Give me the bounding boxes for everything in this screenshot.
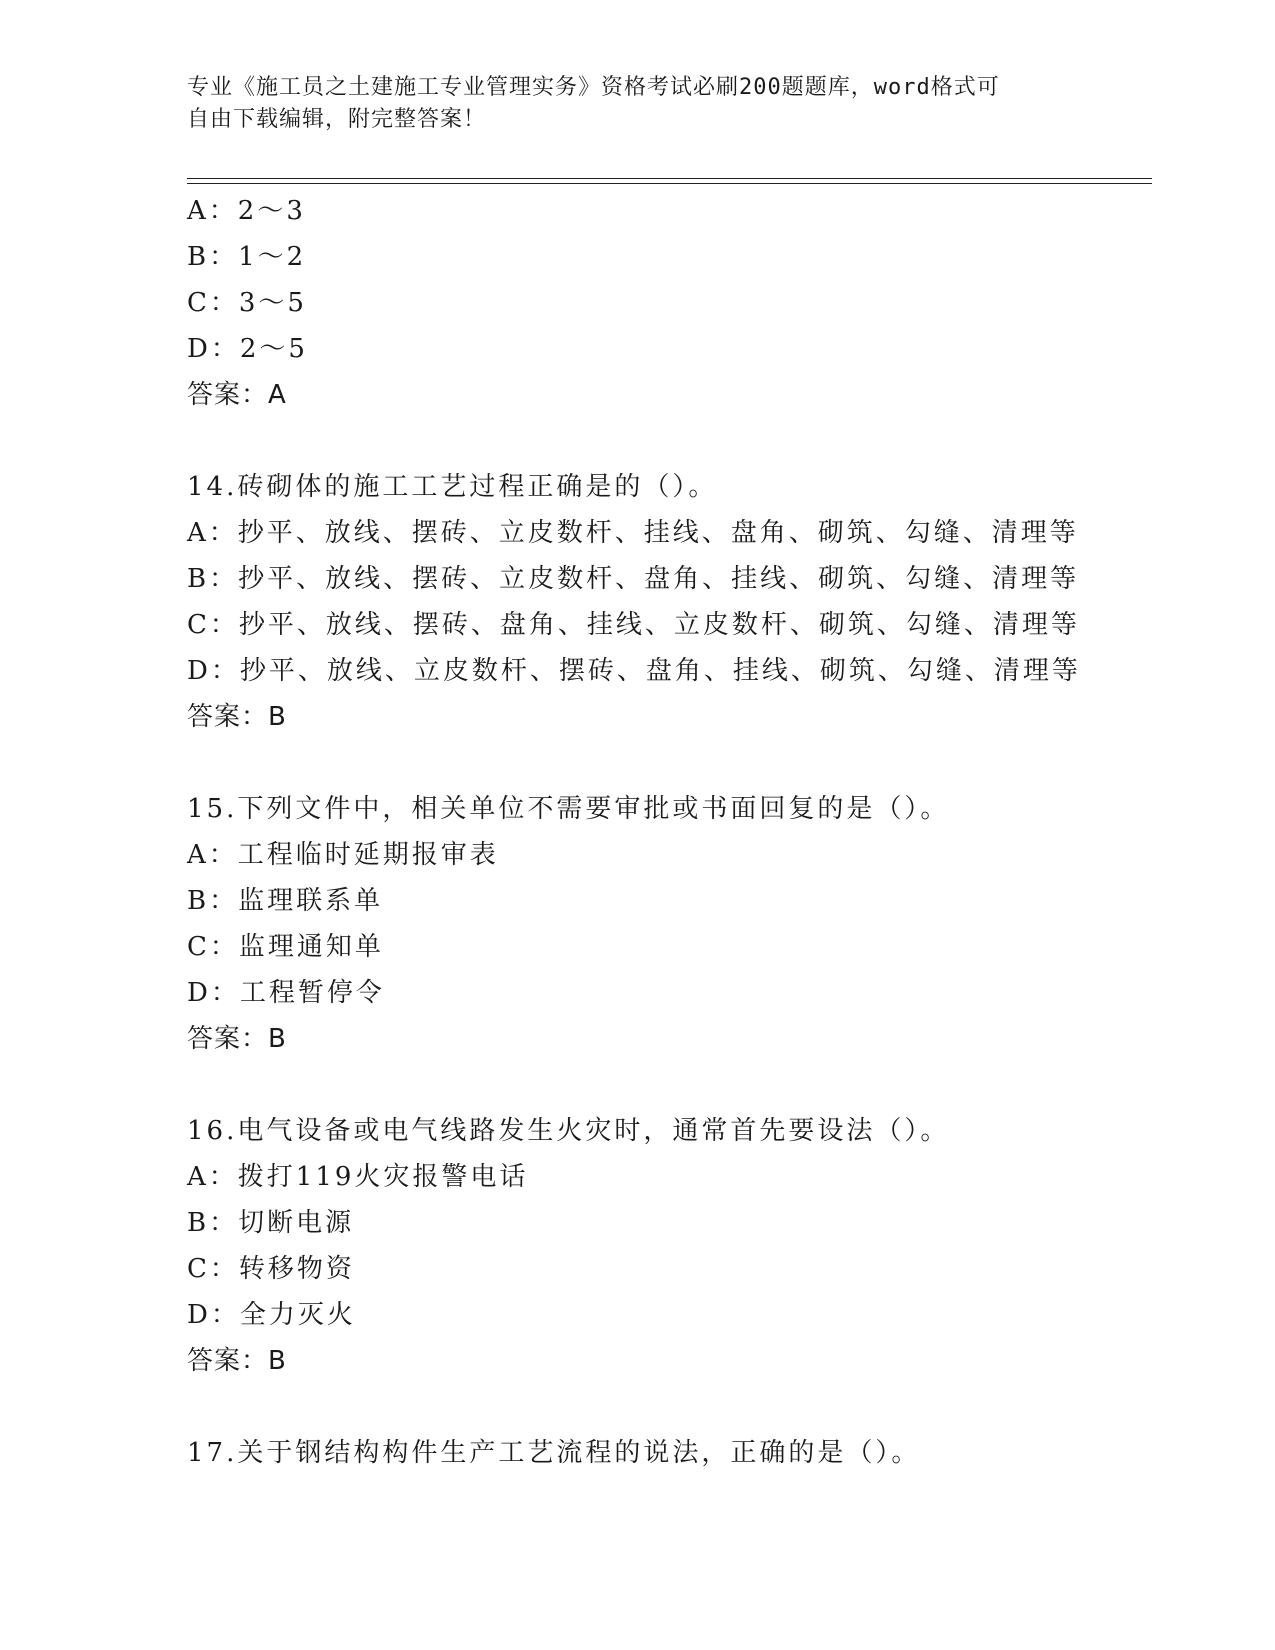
option-d: D：2～5: [187, 334, 308, 364]
spacer: [187, 740, 1187, 786]
spacer: [187, 418, 1187, 464]
option-a: A：2～3: [187, 196, 306, 226]
answer-line: 答案：B: [187, 1024, 287, 1054]
option-a: A：拨打119火灾报警电话: [187, 1162, 529, 1192]
option-c: C：转移物资: [187, 1254, 355, 1284]
answer-line: 答案：A: [187, 380, 287, 410]
question-list: [187, 188, 1187, 1476]
question-text: 15.下列文件中，相关单位不需要审批或书面回复的是（）。: [187, 794, 950, 824]
question-block-13: [187, 188, 1187, 418]
spacer: [187, 1062, 1187, 1108]
option-b: B：监理联系单: [187, 886, 384, 916]
option-a: A：抄平、放线、摆砖、立皮数杆、挂线、盘角、砌筑、勾缝、清理等: [187, 518, 1079, 548]
option-c: C：3～5: [187, 288, 307, 318]
option-a: A：工程临时延期报审表: [187, 840, 499, 870]
option-d: D：全力灭火: [187, 1300, 356, 1330]
question-text: 16.电气设备或电气线路发生火灾时，通常首先要设法（）。: [187, 1116, 950, 1146]
option-b: B：切断电源: [187, 1208, 355, 1238]
option-d: D：工程暂停令: [187, 978, 385, 1008]
header-line-1: 专业《施工员之土建施工专业管理实务》资格考试必刷200题题库，word格式可: [187, 75, 1000, 100]
question-block-15: [187, 786, 1187, 1062]
question-block-17: [187, 1430, 1187, 1476]
document-header: [187, 72, 1087, 136]
question-text: 17.关于钢结构构件生产工艺流程的说法，正确的是（）。: [187, 1438, 921, 1468]
option-d: D：抄平、放线、立皮数杆、摆砖、盘角、挂线、砌筑、勾缝、清理等: [187, 656, 1081, 686]
question-block-14: [187, 464, 1187, 740]
question-block-16: [187, 1108, 1187, 1384]
option-b: B：1～2: [187, 242, 307, 272]
header-divider-top: [187, 178, 1152, 179]
option-c: C：监理通知单: [187, 932, 384, 962]
option-b: B：抄平、放线、摆砖、立皮数杆、盘角、挂线、砌筑、勾缝、清理等: [187, 564, 1080, 594]
option-c: C：抄平、放线、摆砖、盘角、挂线、立皮数杆、砌筑、勾缝、清理等: [187, 610, 1080, 640]
header-divider-bottom: [187, 183, 1152, 184]
question-text: 14.砖砌体的施工工艺过程正确是的（）。: [187, 472, 718, 502]
answer-line: 答案：B: [187, 1346, 287, 1376]
answer-line: 答案：B: [187, 702, 287, 732]
header-line-2: 自由下载编辑，附完整答案！: [187, 107, 487, 132]
spacer: [187, 1384, 1187, 1430]
